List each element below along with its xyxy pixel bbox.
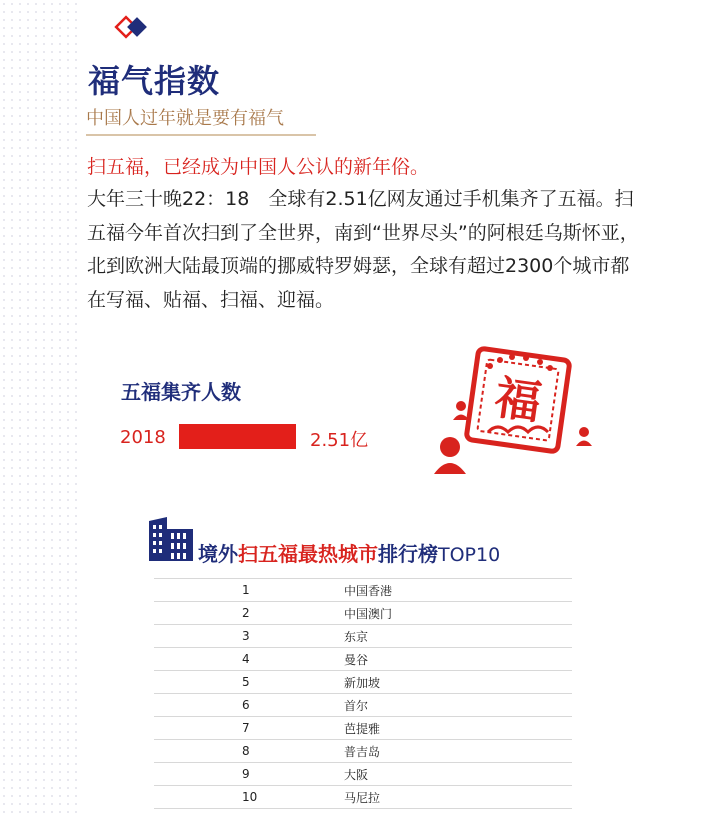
ranking-heading-prefix: 境外 [198, 542, 238, 566]
ranking-heading [198, 538, 500, 567]
buildings-icon [147, 515, 195, 563]
person-icon-small-right [576, 427, 592, 446]
rank-city: 中国澳门 [344, 602, 572, 625]
rank-number: 6 [154, 694, 344, 717]
rank-number: 8 [154, 740, 344, 763]
table-row [154, 648, 572, 671]
table-row [154, 717, 572, 740]
rank-city: 普吉岛 [344, 740, 572, 763]
rank-city: 东京 [344, 625, 572, 648]
rank-number: 9 [154, 763, 344, 786]
table-row [154, 579, 572, 602]
fu-character: 福 [491, 370, 545, 430]
intro-paragraph: 大年三十晚22：18 全球有2.51亿网友通过手机集齐了五福。扫五福今年首次扫到了全世界，南到“世界尽头”的阿根廷乌斯怀亚，北到欧洲大陆最顶端的挪威特罗姆瑟，全球有超过2300个城市都在写福、贴福、扫福、迎福。 [87, 188, 639, 311]
rank-number: 7 [154, 717, 344, 740]
rank-city: 曼谷 [344, 648, 572, 671]
rank-city: 中国香港 [344, 579, 572, 602]
ranking-table [154, 578, 572, 809]
rank-city: 马尼拉 [344, 786, 572, 809]
rank-city: 大阪 [344, 763, 572, 786]
rank-number: 2 [154, 602, 344, 625]
table-row [154, 786, 572, 809]
metric-year-label: 2018 [120, 427, 166, 448]
rank-number: 3 [154, 625, 344, 648]
person-icon-small-left [453, 401, 469, 420]
ranking-heading-tail: TOP10 [438, 544, 501, 566]
table-row [154, 602, 572, 625]
table-row [154, 625, 572, 648]
metric-title: 五福集齐人数 [121, 380, 241, 404]
rank-number: 10 [154, 786, 344, 809]
page-title: 福气指数 [88, 62, 221, 100]
table-row [154, 694, 572, 717]
rank-number: 4 [154, 648, 344, 671]
metric-value-label: 2.51亿 [310, 430, 369, 451]
rank-city: 芭提雅 [344, 717, 572, 740]
diamond-logo-icon [113, 14, 153, 44]
fu-papercut-icon [430, 340, 600, 480]
ranking-heading-highlight: 扫五福最热城市 [238, 542, 378, 566]
rank-number: 5 [154, 671, 344, 694]
rank-number: 1 [154, 579, 344, 602]
rank-city: 新加坡 [344, 671, 572, 694]
page-subtitle: 中国人过年就是要有福气 [86, 104, 316, 136]
metric-bar [179, 424, 296, 449]
table-row [154, 671, 572, 694]
person-icon-large [434, 437, 466, 474]
dotted-background [0, 0, 80, 819]
table-row [154, 740, 572, 763]
table-row [154, 763, 572, 786]
rank-city: 首尔 [344, 694, 572, 717]
ranking-heading-suffix: 排行榜 [378, 542, 438, 566]
intro-lead: 扫五福，已经成为中国人公认的新年俗。 [87, 156, 430, 178]
